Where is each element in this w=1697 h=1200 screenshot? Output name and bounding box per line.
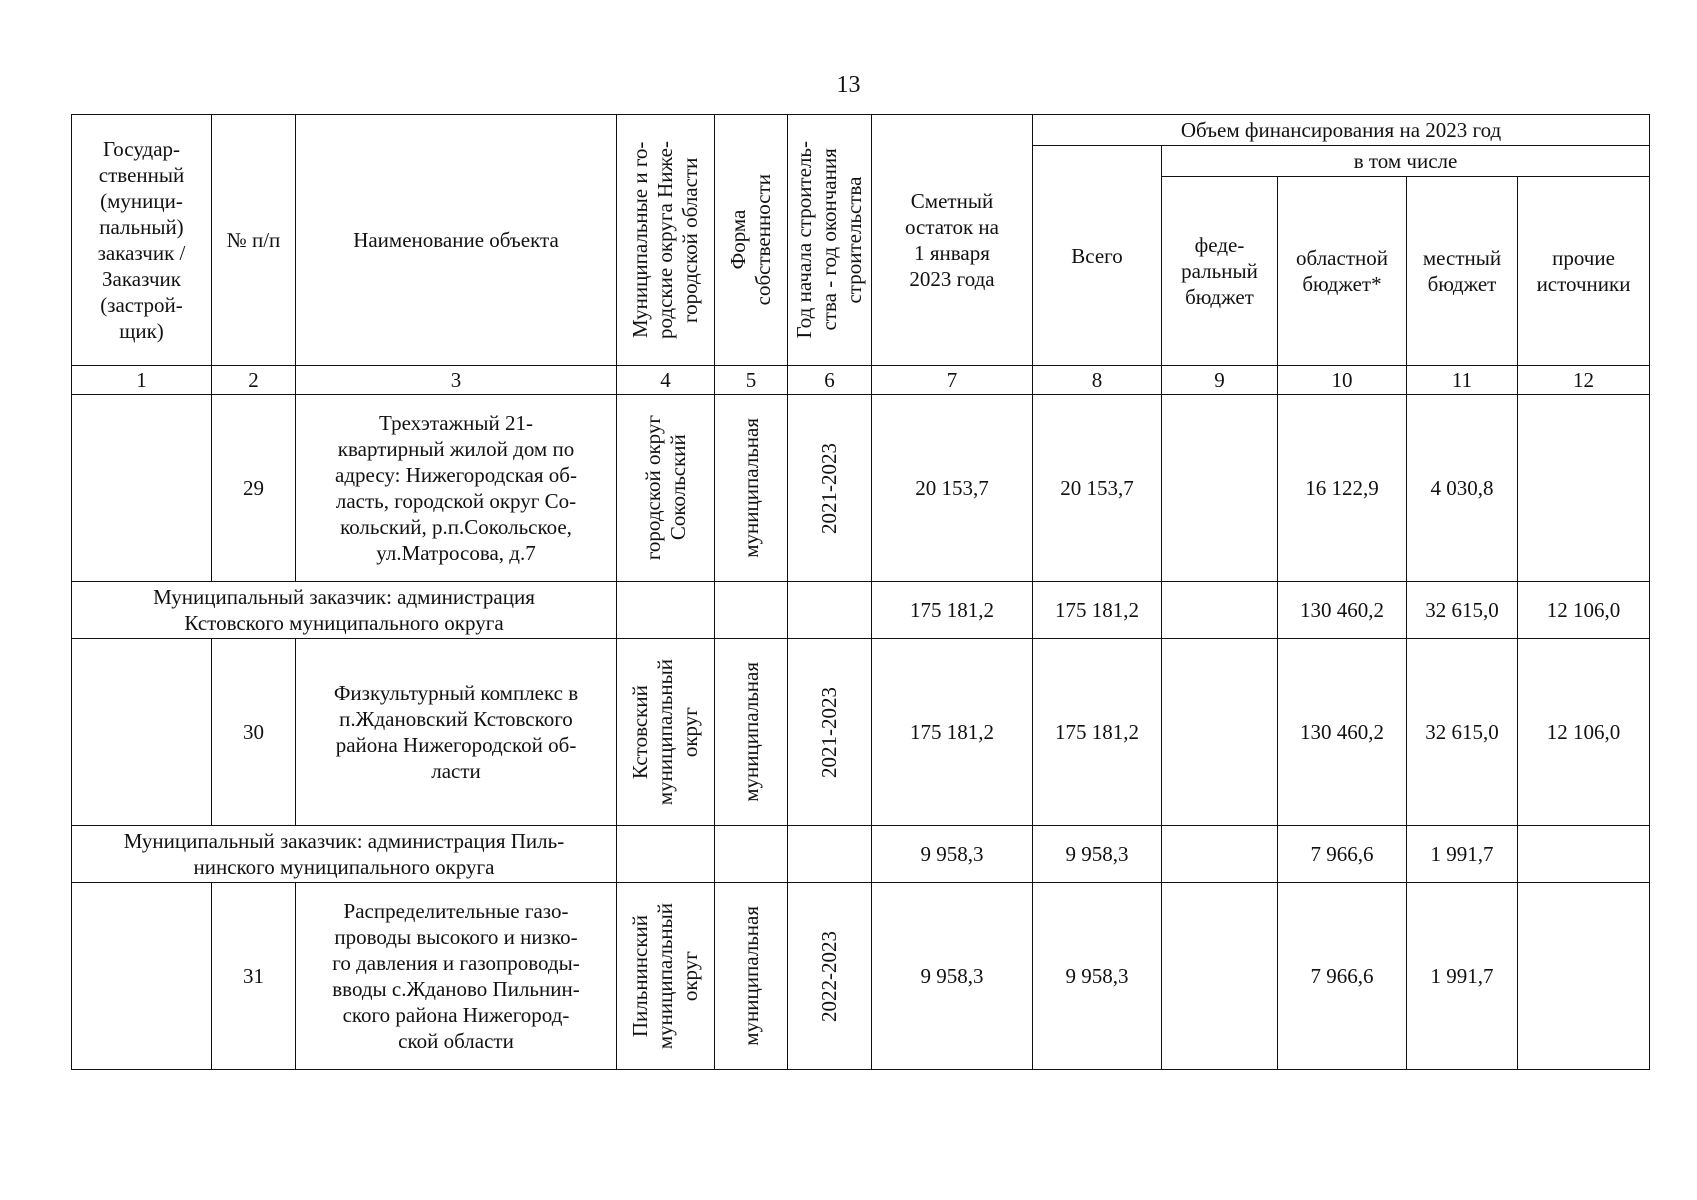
customer-cell [72,639,212,826]
district-cell [617,826,715,883]
table-row [72,639,1650,826]
other-value [1518,826,1650,883]
federal-value [1162,826,1278,883]
column-number: 11 [1407,366,1518,395]
column-number: 12 [1518,366,1650,395]
ownership-cell: муниципальная [715,395,788,582]
financing-table [71,114,1650,1070]
page-number: 13 [836,72,861,98]
header-regional: областной бюджет* [1278,177,1407,366]
local-value: 1 991,7 [1407,883,1518,1070]
column-number: 1 [72,366,212,395]
customer-name: Муниципальный заказчик: администрация Пиль- нинского муниципального округа [72,826,617,883]
header-row-1 [72,115,1650,146]
header-other: прочие источники [1518,177,1650,366]
federal-value [1162,582,1278,639]
local-value: 32 615,0 [1407,639,1518,826]
total-value: 175 181,2 [1033,639,1162,826]
remainder-value: 9 958,3 [872,883,1033,1070]
header-remainder: Сметный остаток на 1 января 2023 года [872,115,1033,366]
header-years: Год начала строитель- ства - год окончания строительства [788,115,872,366]
other-value [1518,395,1650,582]
years-cell [788,582,872,639]
header-num: № п/п [212,115,296,366]
local-value: 32 615,0 [1407,582,1518,639]
remainder-value: 175 181,2 [872,639,1033,826]
ownership-cell: муниципальная [715,639,788,826]
row-number: 31 [212,883,296,1070]
table-row [72,883,1650,1070]
customer-cell [72,395,212,582]
header-ownership: Форма собственности [715,115,788,366]
district-cell: Пильнинский муниципальный округ [617,883,715,1070]
remainder-value: 9 958,3 [872,826,1033,883]
years-cell [788,826,872,883]
years-cell: 2022-2023 [788,883,872,1070]
header-districts: Муниципальные и го- родские округа Ниже- городской области [617,115,715,366]
column-number: 2 [212,366,296,395]
table-row [72,395,1650,582]
customer-row [72,582,1650,639]
customer-name: Муниципальный заказчик: администрация Кстовского муниципального округа [72,582,617,639]
district-cell: городской округ Сокольский [617,395,715,582]
column-number-row [72,366,1650,395]
row-number: 29 [212,395,296,582]
column-number: 8 [1033,366,1162,395]
column-number: 9 [1162,366,1278,395]
header-including: в том числе [1162,146,1650,177]
regional-value: 7 966,6 [1278,883,1407,1070]
total-value: 9 958,3 [1033,826,1162,883]
ownership-cell [715,826,788,883]
remainder-value: 20 153,7 [872,395,1033,582]
local-value: 4 030,8 [1407,395,1518,582]
other-value [1518,883,1650,1070]
customer-row [72,826,1650,883]
district-cell [617,582,715,639]
object-name: Распределительные газо- проводы высокого и низко- го давления и газопроводы- вводы с.Жданово Пильнин- ского района Нижегород- ской области [296,883,617,1070]
header-object-name: Наименование объекта [296,115,617,366]
object-name: Трехэтажный 21- квартирный жилой дом по адресу: Нижегородская об- ласть, городской округ Со- кольский, р.п.Сокольское, ул.Матросова, д.7 [296,395,617,582]
header-total: Всего [1033,146,1162,366]
header-customer: Государ- ственный (муници- пальный) заказчик / Заказчик (застрой- щик) [72,115,212,366]
regional-value: 16 122,9 [1278,395,1407,582]
federal-value [1162,883,1278,1070]
remainder-value: 175 181,2 [872,582,1033,639]
object-name: Физкультурный комплекс в п.Ждановский Кстовского района Нижегородской об- ласти [296,639,617,826]
other-value: 12 106,0 [1518,639,1650,826]
header-local: местный бюджет [1407,177,1518,366]
total-value: 175 181,2 [1033,582,1162,639]
total-value: 9 958,3 [1033,883,1162,1070]
total-value: 20 153,7 [1033,395,1162,582]
federal-value [1162,395,1278,582]
header-funding-2023: Объем финансирования на 2023 год [1033,115,1650,146]
years-cell: 2021-2023 [788,395,872,582]
regional-value: 7 966,6 [1278,826,1407,883]
row-number: 30 [212,639,296,826]
column-number: 4 [617,366,715,395]
ownership-cell: муниципальная [715,883,788,1070]
federal-value [1162,639,1278,826]
column-number: 7 [872,366,1033,395]
district-cell: Кстовский муниципальный округ [617,639,715,826]
ownership-cell [715,582,788,639]
local-value: 1 991,7 [1407,826,1518,883]
regional-value: 130 460,2 [1278,639,1407,826]
header-federal: феде- ральный бюджет [1162,177,1278,366]
other-value: 12 106,0 [1518,582,1650,639]
column-number: 10 [1278,366,1407,395]
regional-value: 130 460,2 [1278,582,1407,639]
years-cell: 2021-2023 [788,639,872,826]
customer-cell [72,883,212,1070]
column-number: 5 [715,366,788,395]
column-number: 3 [296,366,617,395]
column-number: 6 [788,366,872,395]
